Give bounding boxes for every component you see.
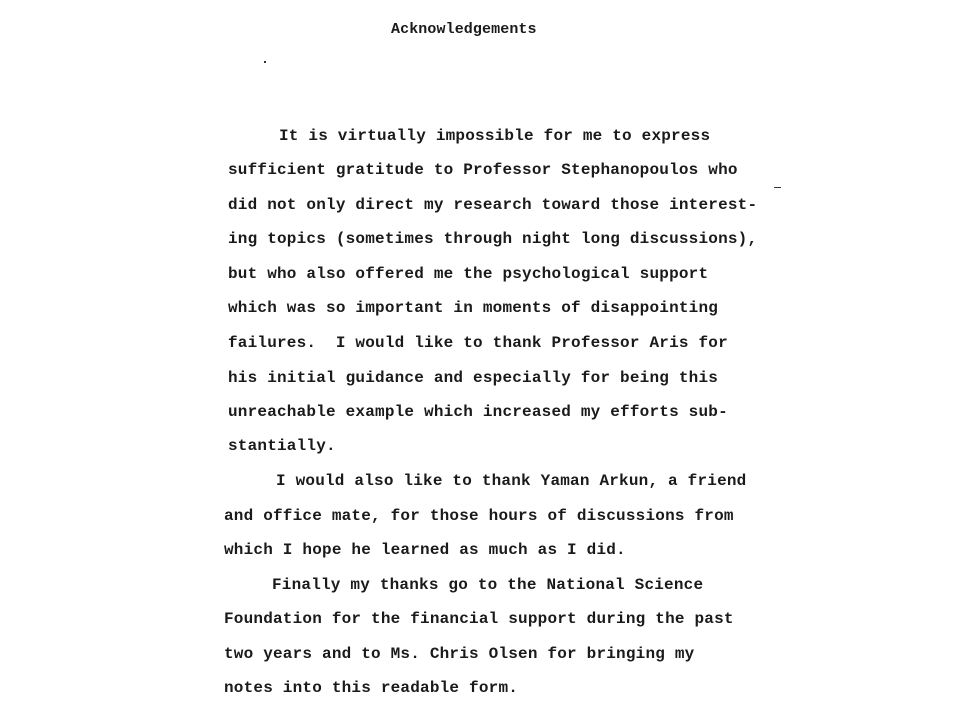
body-line: Finally my thanks go to the National Science: [272, 576, 704, 594]
page-title: Acknowledgements: [391, 21, 537, 38]
body-line: ing topics (sometimes through night long discussions),: [228, 230, 758, 248]
body-line: I would also like to thank Yaman Arkun, a friend: [276, 472, 747, 490]
scan-speck: [264, 61, 266, 63]
body-line: two years and to Ms. Chris Olsen for bringing my: [224, 645, 695, 663]
body-line: failures. I would like to thank Professor Aris for: [228, 334, 728, 352]
body-line: Foundation for the financial support during the past: [224, 610, 734, 628]
body-line: stantially.: [228, 437, 336, 455]
body-line: unreachable example which increased my efforts sub-: [228, 403, 728, 421]
body-line: sufficient gratitude to Professor Stephanopoulos who: [228, 161, 738, 179]
scan-speck: [774, 187, 781, 188]
body-line: which was so important in moments of disappointing: [228, 299, 719, 317]
body-line: and office mate, for those hours of discussions from: [224, 507, 734, 525]
body-line: did not only direct my research toward those interest-: [228, 196, 758, 214]
body-line: but who also offered me the psychological support: [228, 265, 709, 283]
body-line: notes into this readable form.: [224, 679, 519, 697]
body-line: It is virtually impossible for me to express: [279, 127, 711, 145]
body-line: his initial guidance and especially for being this: [228, 369, 719, 387]
body-line: which I hope he learned as much as I did.: [224, 541, 626, 559]
